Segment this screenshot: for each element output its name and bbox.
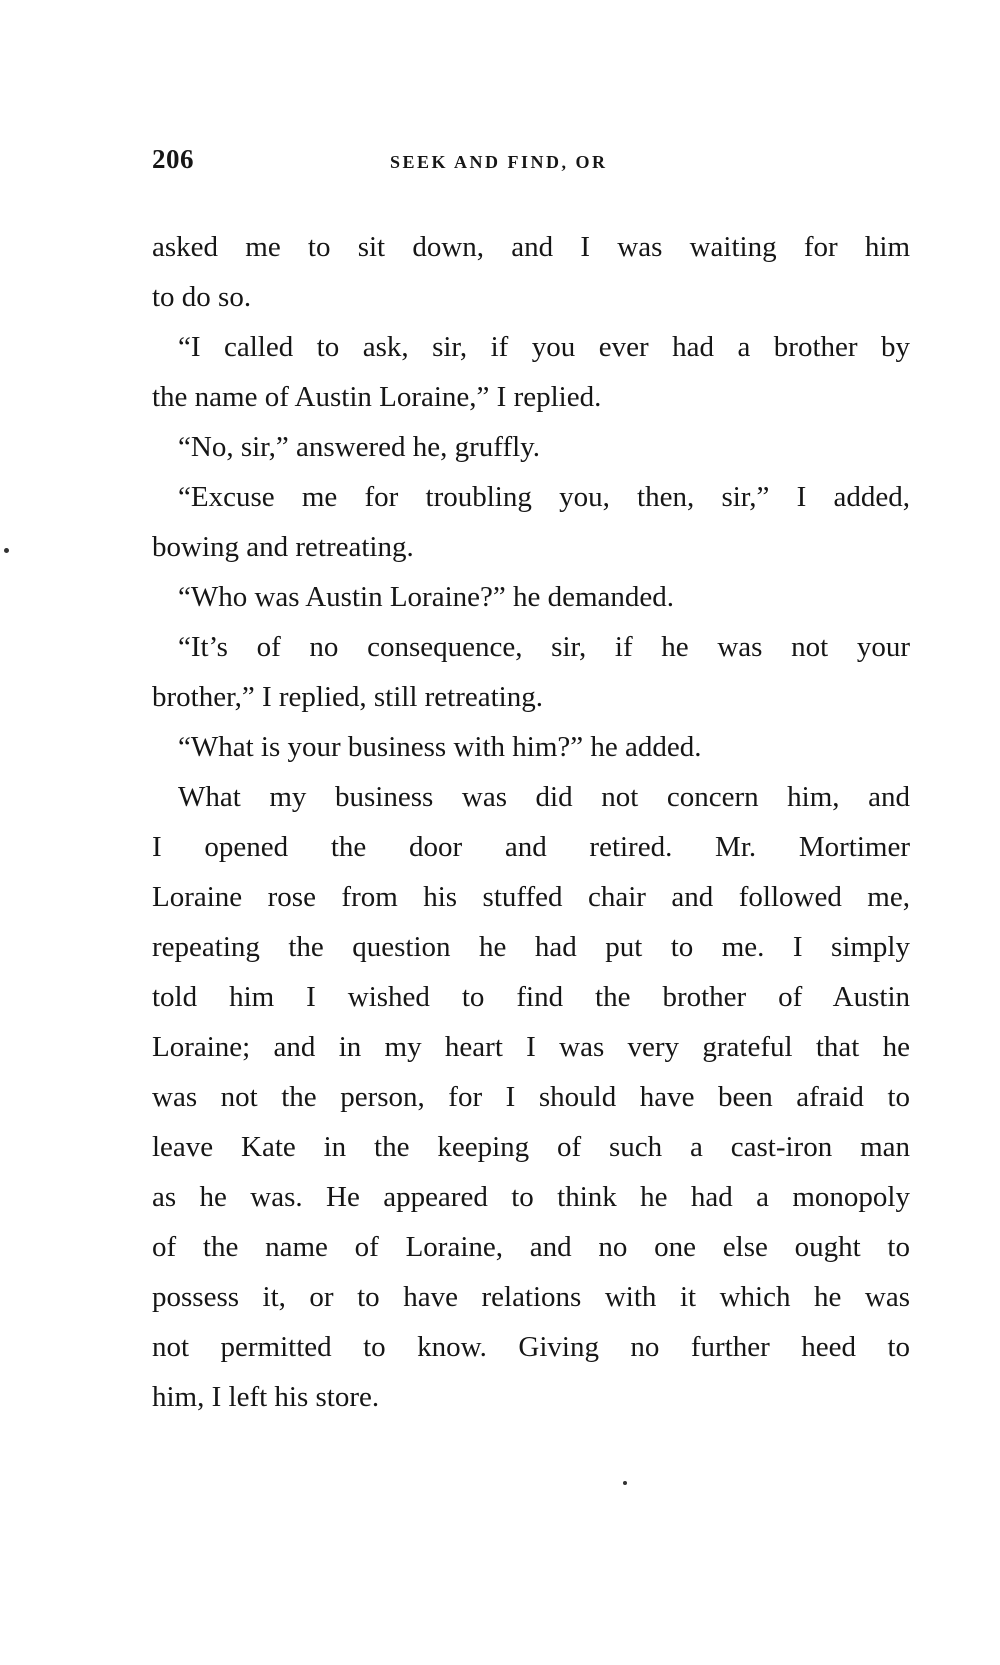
text-line: “Excuse me for troubling you, then, sir,” I added, <box>178 481 910 513</box>
text-line: not permitted to know. Giving no further heed to <box>152 1331 910 1363</box>
text-line: brother,” I replied, still retreating. <box>152 681 543 713</box>
text-line: repeating the question he had put to me. I simply <box>152 931 910 963</box>
text-line: leave Kate in the keeping of such a cast-iron man <box>152 1131 910 1163</box>
text-line: as he was. He appeared to think he had a monopoly <box>152 1181 910 1213</box>
scan-speck <box>4 548 9 553</box>
page-number: 206 <box>152 144 194 174</box>
text-line: the name of Austin Loraine,” I replied. <box>152 381 602 413</box>
text-line: “What is your business with him?” he added. <box>178 731 702 763</box>
text-line: possess it, or to have relations with it which he was <box>152 1281 910 1313</box>
text-line: was not the person, for I should have been afraid to <box>152 1081 910 1113</box>
text-line: him, I left his store. <box>152 1381 380 1413</box>
text-line: Loraine rose from his stuffed chair and followed me, <box>152 881 910 913</box>
text-line: asked me to sit down, and I was waiting for him <box>152 231 910 263</box>
text-line: “It’s of no consequence, sir, if he was not your <box>178 631 910 663</box>
text-line: “I called to ask, sir, if you ever had a brother by <box>178 331 910 363</box>
text-line: told him I wished to find the brother of Austin <box>152 981 910 1013</box>
text-line: What my business was did not concern him, and <box>178 781 910 813</box>
text-line: to do so. <box>152 281 252 313</box>
page-header <box>152 144 912 184</box>
text-line: “No, sir,” answered he, gruffly. <box>178 431 541 463</box>
body-text <box>152 222 910 1422</box>
text-line: I opened the door and retired. Mr. Mortimer <box>152 831 910 863</box>
text-line: bowing and retreating. <box>152 531 414 563</box>
scan-speck <box>623 1481 627 1485</box>
text-line: “Who was Austin Loraine?” he demanded. <box>178 581 675 613</box>
text-line: of the name of Loraine, and no one else ought to <box>152 1231 910 1263</box>
running-title: SEEK AND FIND, OR <box>390 152 608 172</box>
text-line: Loraine; and in my heart I was very grateful that he <box>152 1031 910 1063</box>
